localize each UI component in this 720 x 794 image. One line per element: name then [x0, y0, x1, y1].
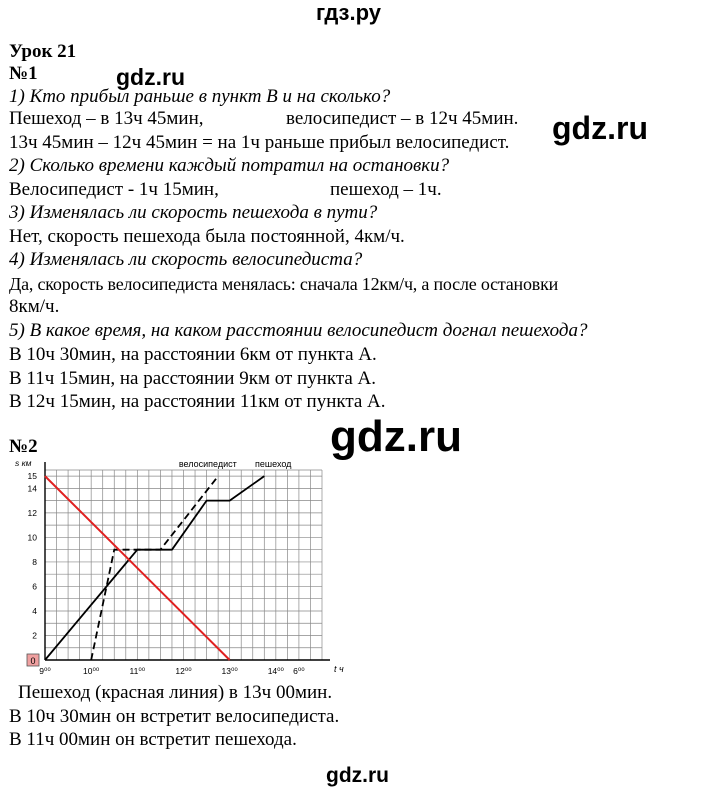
watermark-2: gdz.ru [552, 110, 648, 146]
y-tick-label: 0 [30, 656, 36, 666]
x-tick-label: 12⁰⁰ [175, 666, 192, 676]
y-tick-label: 6 [32, 581, 37, 592]
y-axis-label: s км [15, 458, 32, 468]
x-tick-label: 10⁰⁰ [83, 666, 100, 676]
answer-7: В 10ч 30мин он встретит велосипедиста. [9, 706, 340, 727]
answer-2a: Велосипедист - 1ч 15мин, [9, 179, 219, 200]
site-header-watermark: гдз.ру [316, 0, 381, 25]
answer-5-3: В 12ч 15мин, на расстоянии 11км от пункта А. [9, 391, 386, 412]
task1-number: №1 [9, 63, 38, 84]
answer-5-1: В 10ч 30мин, на расстоянии 6км от пункта А. [9, 344, 377, 365]
x-tick-label: 9⁰⁰ [39, 666, 51, 676]
question-4: 4) Изменялась ли скорость велосипедиста? [9, 249, 363, 270]
y-tick-label: 4 [32, 605, 37, 616]
chart-labels [15, 458, 344, 676]
question-5: 5) В какое время, на каком расстоянии велосипедист догнал пешехода? [9, 320, 588, 341]
watermark-3: gdz.ru [330, 412, 462, 461]
y-tick-label: 10 [27, 532, 37, 543]
answer-8: В 11ч 00мин он встретит пешехода. [9, 729, 297, 750]
y-tick-label: 2 [32, 630, 37, 641]
question-3: 3) Изменялась ли скорость пешехода в пути? [9, 202, 378, 223]
answer-1a: Пешеход – в 13ч 45мин, [9, 108, 204, 129]
y-tick-label: 12 [27, 507, 37, 518]
lesson-title: Урок 21 [9, 41, 77, 62]
annotation-cyclist: велосипедист [178, 459, 237, 469]
x-tick-label: 11⁰⁰ [129, 666, 146, 676]
answer-4-line1: Да, скорость велосипедиста менялась: сначала 12км/ч, а после остановки [9, 274, 559, 294]
answer-5-2: В 11ч 15мин, на расстоянии 9км от пункта А. [9, 368, 377, 389]
cyclist-graph-line [91, 476, 218, 660]
motion-graph [0, 456, 360, 682]
task2-number: №2 [9, 436, 38, 457]
x-axis-label: t ч [334, 664, 344, 674]
y-tick-label: 14 [27, 483, 37, 494]
x-tick-label: 14⁰⁰ [267, 666, 284, 676]
answer-6: Пешеход (красная линия) в 13ч 00мин. [18, 682, 333, 703]
site-footer-watermark: gdz.ru [326, 764, 389, 787]
x-tick-label: 6⁰⁰ [293, 666, 305, 676]
question-1: 1) Кто прибыл раньше в пункт B и на сколько? [9, 86, 391, 107]
answer-3: Нет, скорость пешехода была постоянной, 4км/ч. [9, 226, 405, 247]
chart-grid [45, 462, 330, 660]
annotation-walker: пешеход [255, 459, 292, 469]
answer-2b: пешеход – 1ч. [330, 179, 442, 200]
walker-graph-line [45, 476, 264, 660]
answer-1-calc: 13ч 45мин – 12ч 45мин = на 1ч раньше прибыл велосипедист. [9, 132, 510, 153]
x-tick-label: 13⁰⁰ [221, 666, 238, 676]
answer-1b: велосипедист – в 12ч 45мин. [286, 108, 519, 129]
question-2: 2) Сколько времени каждый потратил на остановки? [9, 155, 450, 176]
chart-marks [45, 476, 264, 660]
answer-4-line2: 8км/ч. [9, 296, 60, 317]
y-tick-label: 8 [32, 556, 37, 567]
watermark-1: gdz.ru [116, 64, 185, 90]
y-tick-label: 15 [27, 471, 37, 482]
